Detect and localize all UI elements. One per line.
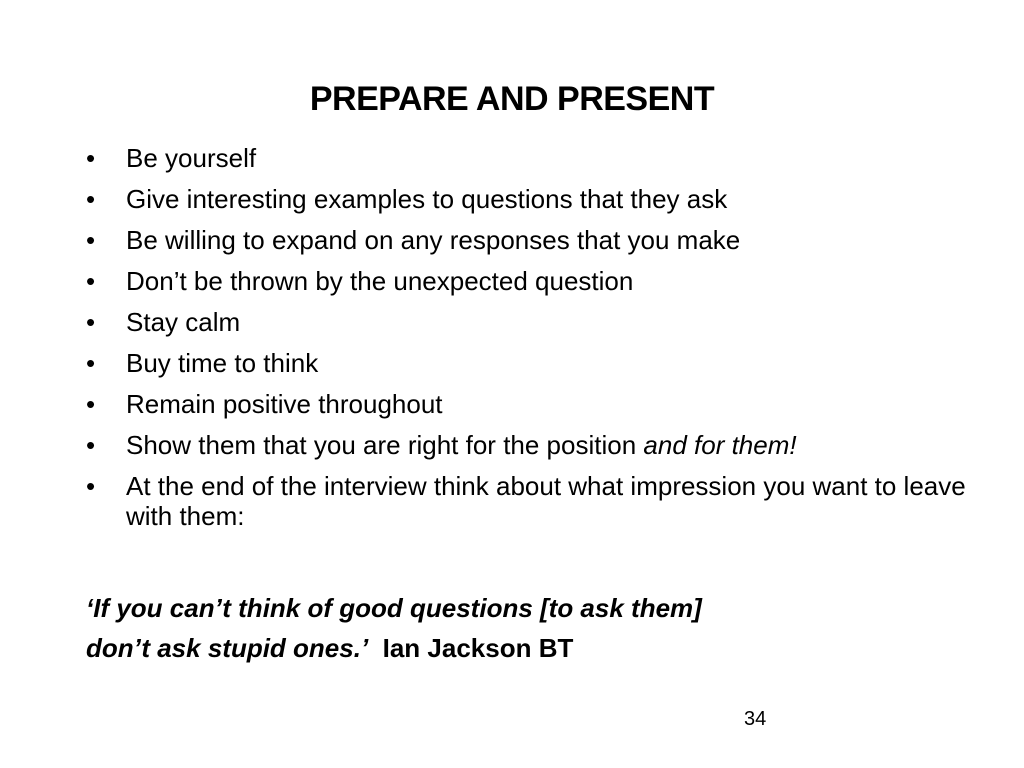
bullet-list [86, 143, 986, 542]
quote-line-1: ‘If you can’t think of good questions [to ask them] [86, 593, 702, 623]
quote-block [86, 588, 986, 668]
bullet-item [86, 225, 986, 255]
bullet-text: Give interesting examples to questions that they ask [126, 184, 728, 214]
quote-line-2 [86, 628, 986, 668]
quote-attribution: Ian Jackson BT [382, 633, 574, 663]
bullet-item [86, 430, 986, 460]
bullet-dot: • [86, 225, 96, 255]
bullet-item [86, 348, 986, 378]
bullet-dot: • [86, 389, 96, 419]
bullet-text: Buy time to think [126, 348, 319, 378]
bullet-dot: • [86, 471, 96, 501]
bullet-text: Show them that you are right for the position [126, 430, 644, 460]
bullet-item [86, 471, 986, 531]
bullet-dot: • [86, 184, 96, 214]
bullet-item [86, 143, 986, 173]
bullet-dot: • [86, 143, 96, 173]
bullet-text: Don’t be thrown by the unexpected question [126, 266, 634, 296]
bullet-text: At the end of the interview think about what impression you want to leave with them: [126, 471, 966, 531]
bullet-text: Be yourself [126, 143, 257, 173]
bullet-dot: • [86, 266, 96, 296]
slide-title: PREPARE AND PRESENT [309, 80, 715, 118]
bullet-item [86, 307, 986, 337]
bullet-text: Remain positive throughout [126, 389, 443, 419]
bullet-text: Be willing to expand on any responses that you make [126, 225, 741, 255]
bullet-item [86, 266, 986, 296]
bullet-dot: • [86, 307, 96, 337]
page-number: 34 [744, 708, 767, 730]
bullet-italic-text: and for them! [643, 430, 797, 460]
quote-line-2-text: don’t ask stupid ones.’ [86, 633, 369, 663]
bullet-item [86, 389, 986, 419]
bullet-text: Stay calm [126, 307, 241, 337]
bullet-dot: • [86, 348, 96, 378]
bullet-item [86, 184, 986, 214]
bullet-dot: • [86, 430, 96, 460]
